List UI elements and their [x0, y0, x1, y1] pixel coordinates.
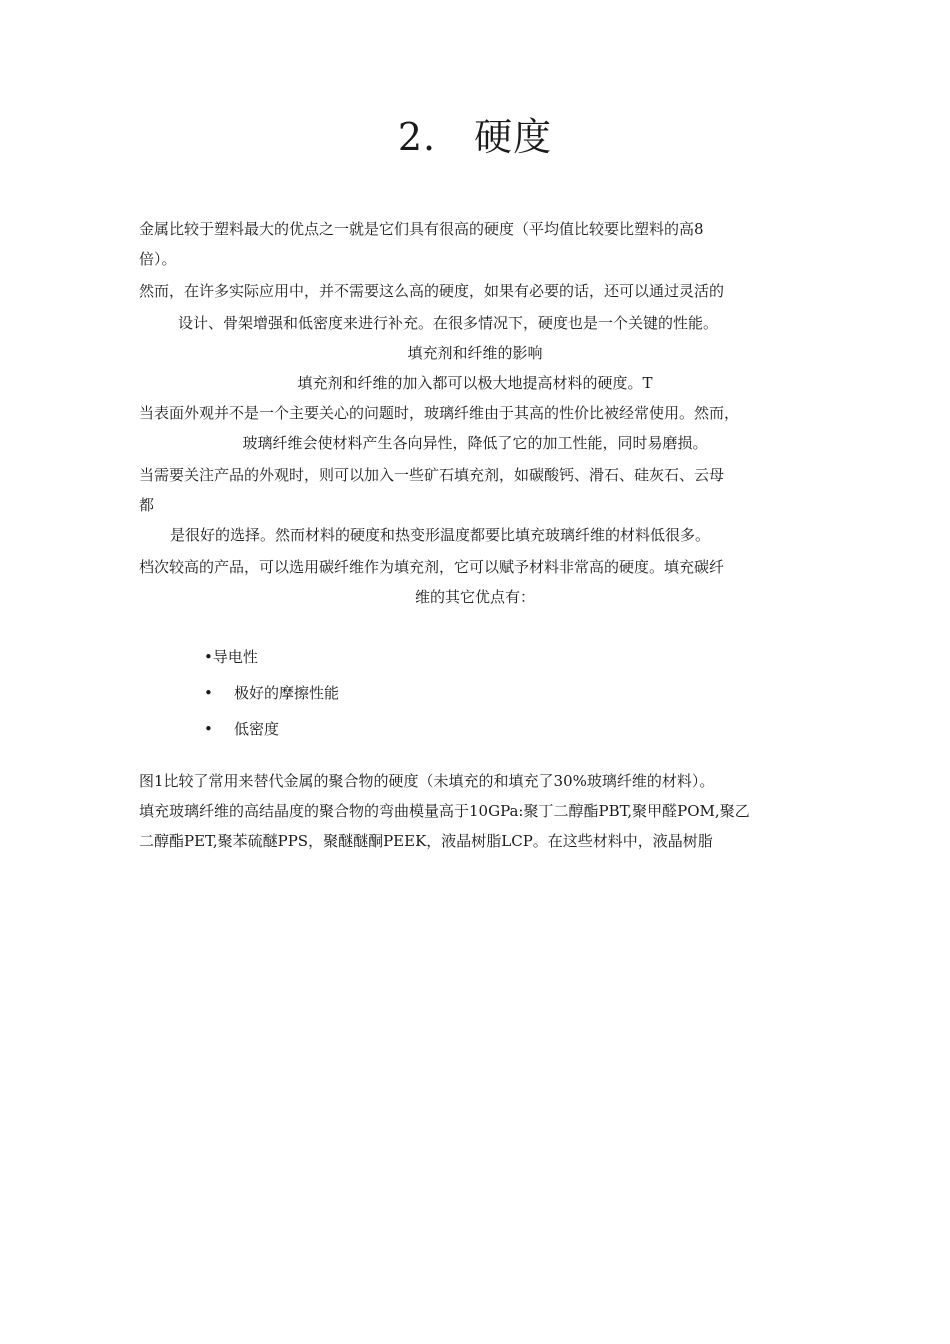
bullet-marker: •	[204, 648, 213, 666]
paragraph-5-line-3: 是很好的选择。然而材料的硬度和热变形温度都要比填充玻璃纤维的材料低很多。	[170, 526, 711, 544]
paragraph-6-line-2: 维的其它优点有：	[414, 588, 535, 606]
paragraph-2-line-2: 设计、骨架增强和低密度来进行补充。在很多情况下，硬度也是一个关键的性能。	[178, 314, 719, 332]
paragraph-5-line-1: 当需要关注产品的外观时，则可以加入一些矿石填充剂，如碳酸钙、滑石、硅灰石、云母	[139, 466, 725, 484]
paragraph-3: 填充剂和纤维的加入都可以极大地提高材料的硬度。T	[297, 374, 653, 392]
bullet-item-1	[204, 646, 258, 668]
bullet-text: 导电性	[212, 648, 258, 666]
closing-line-3: 二醇酯PET,聚苯硫醚PPS，聚醚醚酮PEEK，液晶树脂LCP。在这些材料中，液晶树脂	[139, 832, 713, 850]
subheading: 填充剂和纤维的影响	[407, 344, 543, 362]
section-number: 2.	[397, 115, 437, 159]
paragraph-1-line-2: 倍）。	[139, 250, 177, 268]
closing-line-2: 填充玻璃纤维的高结晶度的聚合物的弯曲模量高于10GPa:聚丁二醇酯PBT,聚甲醛POM,聚乙	[139, 802, 750, 820]
paragraph-6-line-1: 档次较高的产品，可以选用碳纤维作为填充剂，它可以赋予材料非常高的硬度。填充碳纤	[139, 558, 725, 576]
bullet-text: 低密度	[234, 720, 280, 738]
paragraph-4-line-1: 当表面外观并不是一个主要关心的问题时，玻璃纤维由于其高的性价比被经常使用。然而，	[139, 404, 740, 422]
bullet-marker: •	[204, 684, 213, 702]
bullet-text: 极好的摩擦性能	[234, 684, 340, 702]
bullet-item-3	[204, 718, 279, 740]
section-title: 硬度	[474, 115, 553, 159]
closing-line-1: 图1比较了常用来替代金属的聚合物的硬度（未填充的和填充了30%玻璃纤维的材料）。	[139, 772, 715, 790]
paragraph-1-line-1: 金属比较于塑料最大的优点之一就是它们具有很高的硬度（平均值比较要比塑料的高8	[139, 220, 704, 238]
section-heading	[0, 112, 950, 162]
paragraph-2-line-1: 然而，在许多实际应用中，并不需要这么高的硬度，如果有必要的话，还可以通过灵活的	[139, 282, 725, 300]
bullet-marker: •	[204, 720, 213, 738]
paragraph-4-line-2: 玻璃纤维会使材料产生各向异性，降低了它的加工性能，同时易磨损。	[242, 434, 708, 452]
bullet-item-2	[204, 682, 339, 704]
paragraph-5-line-2: 都	[139, 496, 155, 514]
